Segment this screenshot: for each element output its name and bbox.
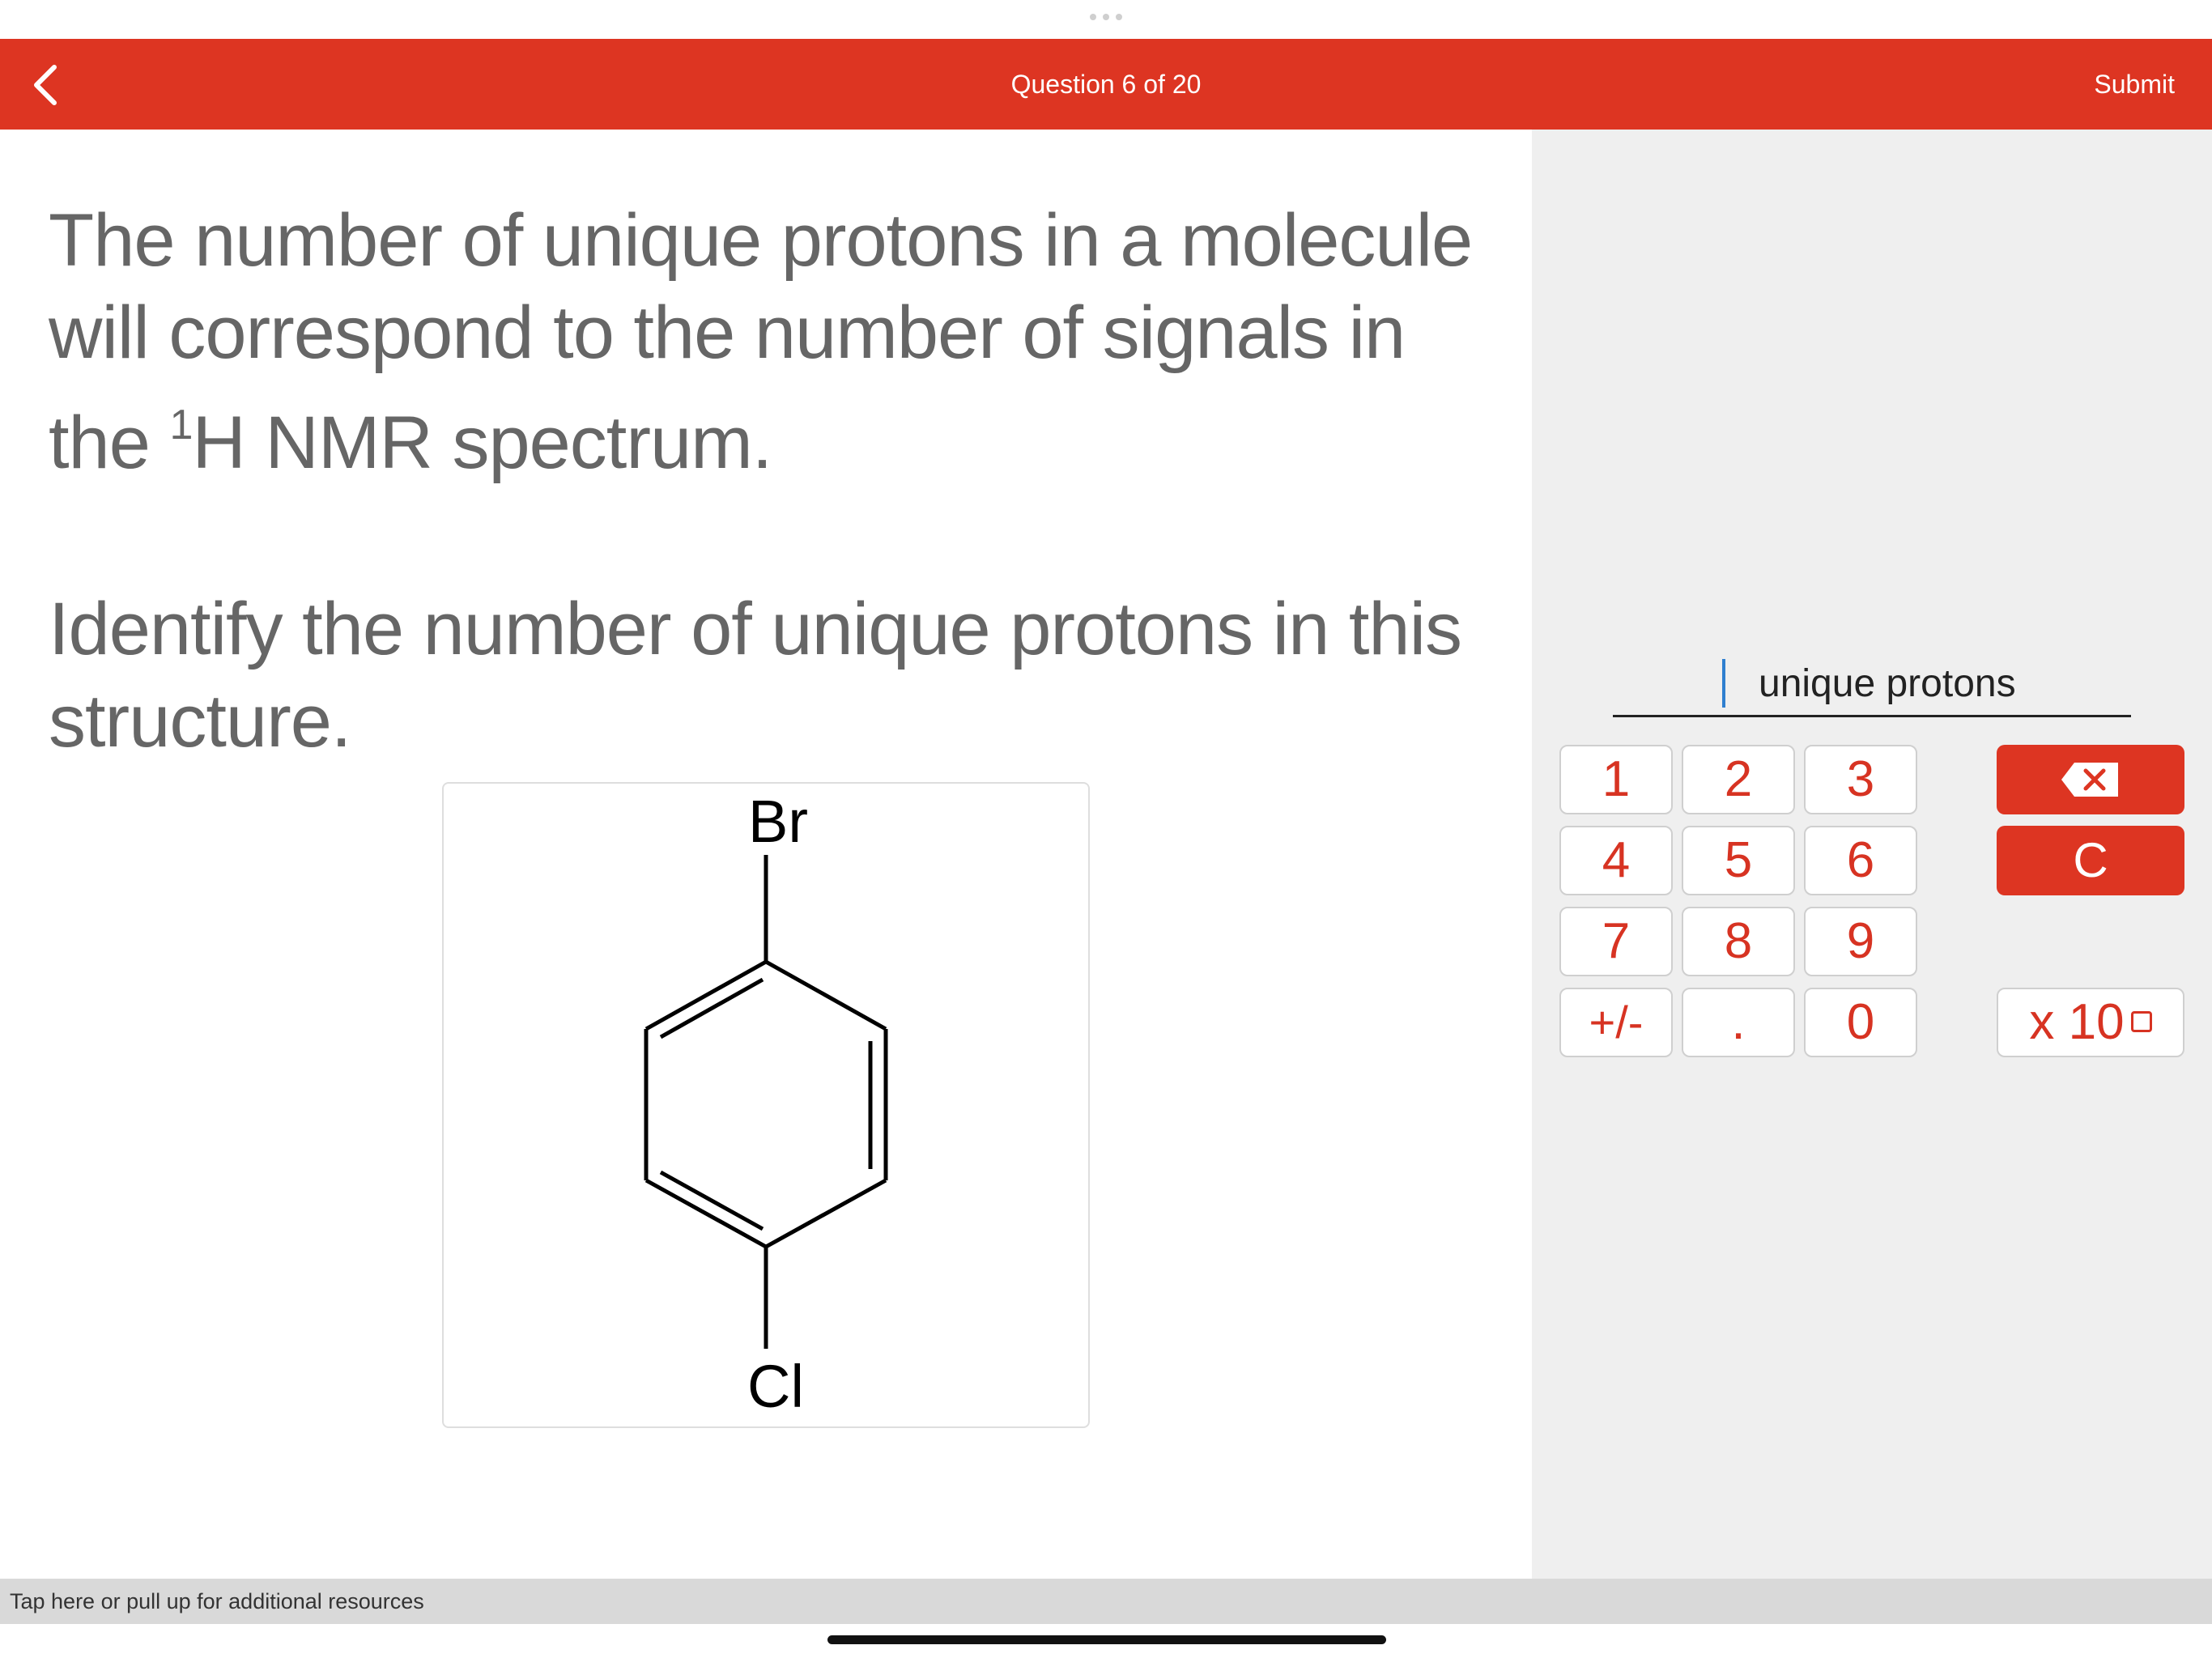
dot	[1090, 14, 1096, 20]
answer-input-cursor[interactable]	[1722, 659, 1725, 708]
clear-button[interactable]: C	[1997, 826, 2184, 895]
key-6[interactable]: 6	[1804, 826, 1917, 895]
molecule-structure-card	[442, 782, 1090, 1428]
question-text-part: H NMR spectrum.	[192, 402, 772, 484]
additional-resources-bar[interactable]: Tap here or pull up for additional resources	[0, 1579, 2212, 1624]
key-4[interactable]: 4	[1559, 826, 1673, 895]
header-bar	[0, 39, 2212, 130]
key-1[interactable]: 1	[1559, 745, 1673, 814]
question-paragraph-2: Identify the number of unique protons in this structure.	[49, 588, 1462, 763]
dot	[1116, 14, 1122, 20]
question-counter: Question 6 of 20	[1010, 70, 1202, 99]
backspace-button[interactable]	[1997, 745, 2184, 814]
question-paragraph-1	[49, 194, 1498, 489]
key-7[interactable]: 7	[1559, 907, 1673, 976]
key-9[interactable]: 9	[1804, 907, 1917, 976]
question-text	[49, 194, 1498, 767]
bromochlorobenzene-structure	[444, 784, 1091, 1430]
key-2[interactable]: 2	[1682, 745, 1795, 814]
key-8[interactable]: 8	[1682, 907, 1795, 976]
answer-input-underline[interactable]	[1613, 715, 2131, 717]
multitasking-dots[interactable]	[1090, 11, 1122, 23]
answer-unit-label: unique protons	[1759, 662, 2016, 705]
benzene-ring	[646, 855, 886, 1349]
chevron-left-icon	[28, 61, 61, 109]
back-button[interactable]	[16, 57, 73, 113]
exponent-box-icon	[2131, 1011, 2152, 1032]
bromine-label: Br	[748, 788, 808, 855]
scientific-notation-button[interactable]	[1997, 988, 2184, 1057]
question-text-part: The number of unique protons in a molecule will correspond to the number of signals in the	[49, 199, 1473, 484]
key-plus-minus[interactable]: +/-	[1559, 988, 1673, 1057]
submit-button[interactable]: Submit	[2094, 70, 2175, 99]
key-decimal[interactable]: .	[1682, 988, 1795, 1057]
superscript-1: 1	[169, 402, 193, 449]
key-3[interactable]: 3	[1804, 745, 1917, 814]
home-indicator[interactable]	[827, 1635, 1386, 1644]
dot	[1103, 14, 1109, 20]
scientific-notation-label: x 10	[2029, 994, 2125, 1050]
chlorine-label: Cl	[747, 1353, 804, 1420]
key-5[interactable]: 5	[1682, 826, 1795, 895]
backspace-icon	[2060, 761, 2121, 798]
key-0[interactable]: 0	[1804, 988, 1917, 1057]
